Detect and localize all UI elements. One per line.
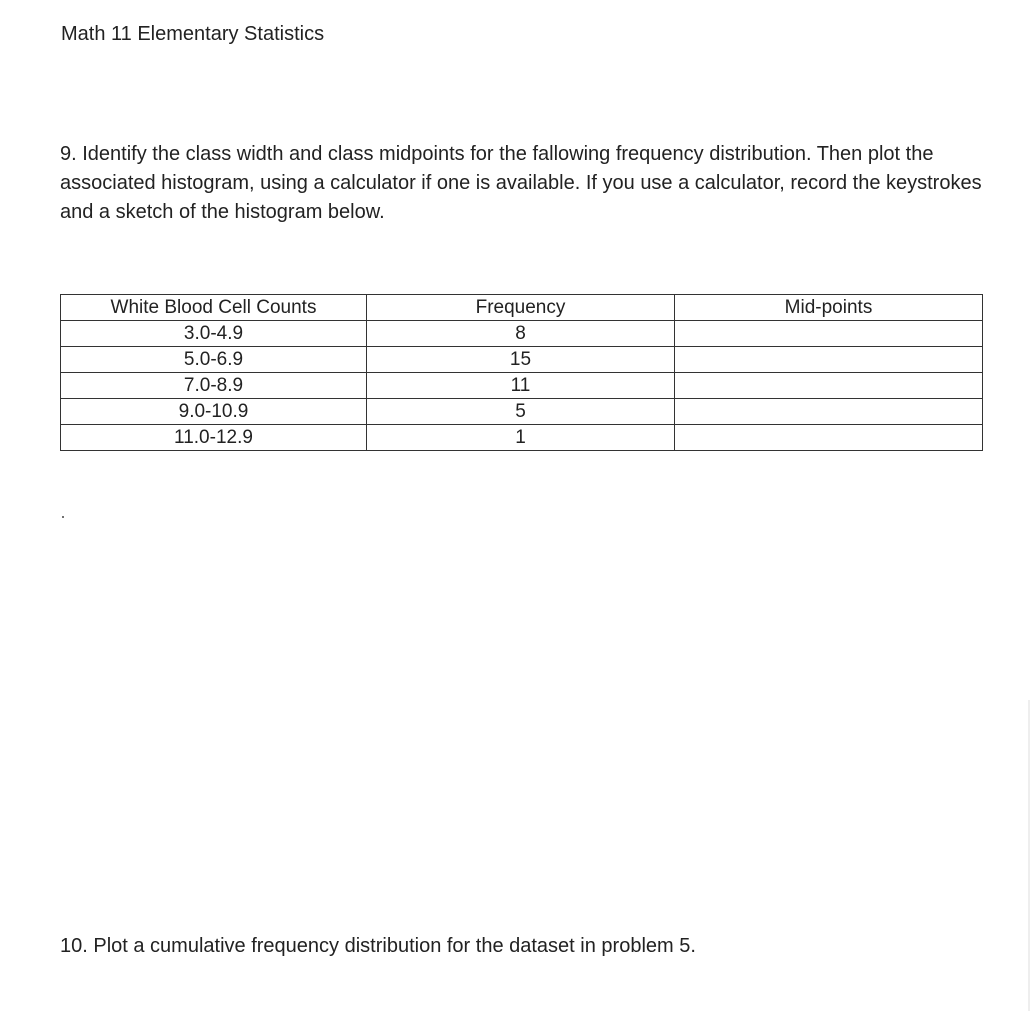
page-edge-line bbox=[1028, 700, 1030, 1011]
header-mid-points: Mid-points bbox=[675, 295, 983, 321]
midpoint-cell[interactable] bbox=[675, 373, 983, 399]
header-white-blood-cell-counts: White Blood Cell Counts bbox=[61, 295, 367, 321]
counts-cell: 3.0-4.9 bbox=[61, 321, 367, 347]
question-9-text: 9. Identify the class width and class midpoints for the fallowing frequency distribution. Then plot the associated histogram, using a calculator if one is available. If you use a calculator, record the keystrokes and a sketch of the histogram below. bbox=[60, 143, 982, 223]
frequency-cell: 11 bbox=[367, 373, 675, 399]
frequency-distribution-table bbox=[60, 294, 983, 451]
frequency-cell: 5 bbox=[367, 399, 675, 425]
stray-dot bbox=[62, 516, 64, 518]
table-row bbox=[61, 425, 983, 451]
midpoint-cell[interactable] bbox=[675, 425, 983, 451]
counts-cell: 7.0-8.9 bbox=[61, 373, 367, 399]
frequency-cell: 8 bbox=[367, 321, 675, 347]
question-10-text: 10. Plot a cumulative frequency distribution for the dataset in problem 5. bbox=[60, 935, 696, 957]
page-header-title: Math 11 Elementary Statistics bbox=[61, 23, 325, 45]
table-row bbox=[61, 321, 983, 347]
counts-cell: 9.0-10.9 bbox=[61, 399, 367, 425]
table-row bbox=[61, 399, 983, 425]
frequency-cell: 1 bbox=[367, 425, 675, 451]
counts-cell: 11.0-12.9 bbox=[61, 425, 367, 451]
table-row bbox=[61, 373, 983, 399]
table-header-row bbox=[61, 295, 983, 321]
midpoint-cell[interactable] bbox=[675, 347, 983, 373]
frequency-cell: 15 bbox=[367, 347, 675, 373]
header-frequency: Frequency bbox=[367, 295, 675, 321]
counts-cell: 5.0-6.9 bbox=[61, 347, 367, 373]
midpoint-cell[interactable] bbox=[675, 321, 983, 347]
table-row bbox=[61, 347, 983, 373]
midpoint-cell[interactable] bbox=[675, 399, 983, 425]
